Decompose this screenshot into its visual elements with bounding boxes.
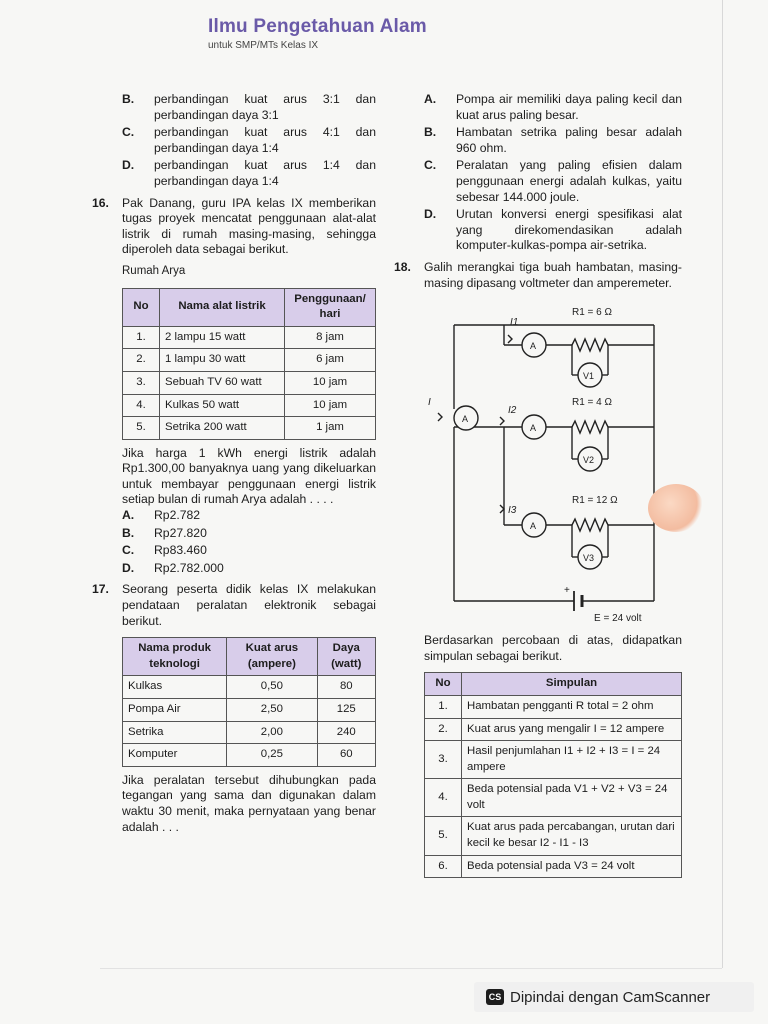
table-cell: Beda potensial pada V1 + V2 + V3 = 24 volt (462, 779, 682, 817)
option-text: Rp2.782 (154, 508, 201, 523)
q15-options (122, 92, 376, 190)
table-cell: Kuat arus pada percabangan, urutan dari kecil ke besar I2 - I1 - I3 (462, 817, 682, 855)
table-cell: 3. (425, 741, 462, 779)
parallel-circuit-diagram (424, 295, 682, 631)
table-cell: 8 jam (285, 326, 376, 349)
table-row (425, 817, 682, 855)
option-key: A. (122, 508, 135, 523)
table-cell: Setrika 200 watt (160, 417, 285, 440)
option-key: D. (122, 560, 135, 575)
question-number: 17. (92, 582, 109, 597)
book-title: Ilmu Pengetahuan Alam (208, 16, 427, 37)
question-number: 18. (394, 259, 411, 274)
ammeter-label: A (530, 423, 537, 434)
option-text: Rp2.782.000 (154, 560, 224, 575)
option-text: Pompa air memiliki daya paling kecil dan kuat arus paling besar. (456, 92, 682, 122)
question-prompt: Jika harga 1 kWh energi listrik adalah Rp1.300,00 banyaknya uang yang dikeluarkan untuk membayar penggunaan energi listrik setiap bulan di rumah Arya adalah . . . . (122, 445, 376, 507)
table-cell: 240 (317, 721, 375, 744)
option-key: B. (122, 92, 135, 106)
table-cell: 2,50 (227, 699, 317, 722)
left-column (92, 92, 376, 835)
table-cell: 2. (123, 349, 160, 372)
emf-label: E = 24 volt (594, 613, 642, 625)
table-cell: 4. (123, 394, 160, 417)
table-cell: Kulkas 50 watt (160, 394, 285, 417)
camscanner-badge (474, 982, 754, 1012)
answer-option (122, 508, 376, 524)
table-cell: 3. (123, 371, 160, 394)
table-row (123, 744, 376, 767)
table-header: No (123, 288, 160, 326)
answer-option (122, 125, 376, 156)
table-header: Nama alat listrik (160, 288, 285, 326)
table-cell: 5. (123, 417, 160, 440)
table-header: Penggunaan/ hari (285, 288, 376, 326)
table-cell: 4. (425, 779, 462, 817)
table-cell: Kuat arus yang mengalir I = 12 ampere (462, 718, 682, 741)
table-cell: 1 lampu 30 watt (160, 349, 285, 372)
option-key: D. (122, 158, 135, 173)
ammeter-label: A (530, 521, 537, 532)
table-cell: Hambatan pengganti R total = 2 ohm (462, 695, 682, 718)
q17-options (424, 92, 682, 254)
question-16 (92, 195, 376, 577)
voltmeter-v2-label: V2 (583, 455, 595, 466)
table-cell: 60 (317, 744, 375, 767)
table-cell: 1 jam (285, 417, 376, 440)
circuit-i3-label: I3 (508, 505, 517, 517)
circuit-i1-label: I1 (510, 317, 519, 329)
option-text: Hambatan setrika paling besar adalah 960 ohm. (456, 125, 682, 155)
table-row (123, 676, 376, 699)
table-cell: 6. (425, 855, 462, 878)
table-cell: 0,50 (227, 676, 317, 699)
option-key: D. (424, 207, 437, 222)
table-cell: 80 (317, 676, 375, 699)
table-header: Simpulan (462, 673, 682, 696)
table-cell: 2 lampu 15 watt (160, 326, 285, 349)
table-cell: 0,25 (227, 744, 317, 767)
table-row (123, 721, 376, 744)
option-key: B. (424, 125, 437, 140)
battery-plus-sign: + (564, 585, 570, 597)
voltmeter-v3-label: V3 (583, 553, 595, 564)
table-row (425, 718, 682, 741)
table-cell: Hasil penjumlahan I1 + I2 + I3 = I = 24 ampere (462, 741, 682, 779)
table-cell: 1. (123, 326, 160, 349)
conclusion-intro: Berdasarkan percobaan di atas, didapatkan simpulan sebagai berikut. (424, 633, 682, 663)
option-text: perbandingan kuat arus 3:1 dan perbandingan daya 3:1 (154, 92, 376, 122)
table-row (123, 349, 376, 372)
option-text: Urutan konversi energi spesifikasi alat yang direkomendasikan adalah komputer-kulkas-pompa air-setrika. (456, 207, 682, 253)
question-number: 16. (92, 195, 109, 210)
table-header: Daya (watt) (317, 638, 375, 676)
option-key: A. (424, 92, 437, 106)
table-row (425, 855, 682, 878)
answer-option (122, 92, 376, 123)
option-text: Rp27.820 (154, 525, 207, 540)
circuit-i2-label: I2 (508, 405, 517, 417)
conclusion-table (424, 672, 682, 878)
circuit-r3-label: R1 = 12 Ω (572, 495, 618, 507)
question-text: Pak Danang, guru IPA kelas IX memberikan tugas proyek mencatat penggunaan alat-alat listrik di rumah masing-masing, sehingga diperoleh data sebagai berikut. (122, 195, 376, 257)
table-row (425, 695, 682, 718)
option-text: perbandingan kuat arus 4:1 dan perbandingan daya 1:4 (154, 125, 376, 155)
table-cell: 5. (425, 817, 462, 855)
table-cell: Komputer (123, 744, 227, 767)
table-row (123, 699, 376, 722)
voltmeter-v1-label: V1 (583, 371, 595, 382)
table-row (123, 326, 376, 349)
question-text: Seorang peserta didik kelas IX melakukan pendataan peralatan elektronik sebagai berikut. (122, 582, 376, 628)
table-row (123, 394, 376, 417)
table-row (425, 741, 682, 779)
option-text: Rp83.460 (154, 543, 207, 558)
option-key: C. (122, 543, 135, 558)
table-cell: 2,00 (227, 721, 317, 744)
question-prompt: Jika peralatan tersebut dihubungkan pada tegangan yang sama dan digunakan dalam waktu 30 menit, maka pernyataan yang benar adalah . . . (122, 772, 376, 834)
book-subtitle: untuk SMP/MTs Kelas IX (208, 40, 319, 51)
page-edge-line (722, 0, 723, 968)
answer-option (424, 158, 682, 205)
right-column (394, 92, 682, 878)
camscanner-text: Dipindai dengan CamScanner (510, 988, 711, 1006)
table-header: Kuat arus (ampere) (227, 638, 317, 676)
ammeter-label: A (462, 414, 469, 425)
device-table (122, 637, 376, 767)
answer-option (122, 526, 376, 542)
table-cell: Beda potensial pada V3 = 24 volt (462, 855, 682, 878)
answer-option (424, 207, 682, 254)
option-key: C. (122, 125, 135, 140)
circuit-r1-label: R1 = 6 Ω (572, 307, 612, 319)
table-header: No (425, 673, 462, 696)
table-caption: Rumah Arya (122, 264, 186, 277)
table-cell: Kulkas (123, 676, 227, 699)
table-row (123, 371, 376, 394)
answer-option (424, 125, 682, 156)
table-cell: 10 jam (285, 371, 376, 394)
circuit-r2-label: R1 = 4 Ω (572, 397, 612, 409)
table-row (123, 417, 376, 440)
table-header: Nama produk teknologi (123, 638, 227, 676)
question-18 (394, 259, 682, 878)
answer-option (122, 561, 376, 577)
table-cell: Setrika (123, 721, 227, 744)
q16-options (122, 508, 376, 576)
usage-table (122, 288, 376, 440)
table-cell: Pompa Air (123, 699, 227, 722)
table-cell: Sebuah TV 60 watt (160, 371, 285, 394)
answer-option (122, 543, 376, 559)
answer-option (122, 158, 376, 189)
table-cell: 6 jam (285, 349, 376, 372)
circuit-i-label: I (428, 397, 431, 409)
option-text: Peralatan yang paling efisien dalam penggunaan energi adalah kulkas, yaitu sebesar 144.000 joule. (456, 158, 682, 204)
table-cell: 10 jam (285, 394, 376, 417)
table-cell: 1. (425, 695, 462, 718)
page-bottom-line (100, 968, 722, 969)
table-cell: 125 (317, 699, 375, 722)
finger-shadow (648, 484, 704, 532)
table-cell: 2. (425, 718, 462, 741)
option-text: perbandingan kuat arus 1:4 dan perbandingan daya 1:4 (154, 158, 376, 188)
table-row (425, 779, 682, 817)
question-17 (92, 582, 376, 835)
question-text: Galih merangkai tiga buah hambatan, masing-masing dipasang voltmeter dan amperemeter. (424, 259, 682, 290)
option-key: B. (122, 525, 135, 540)
answer-option (424, 92, 682, 123)
ammeter-label: A (530, 341, 537, 352)
option-key: C. (424, 158, 437, 173)
camscanner-logo-icon: CS (486, 989, 504, 1005)
